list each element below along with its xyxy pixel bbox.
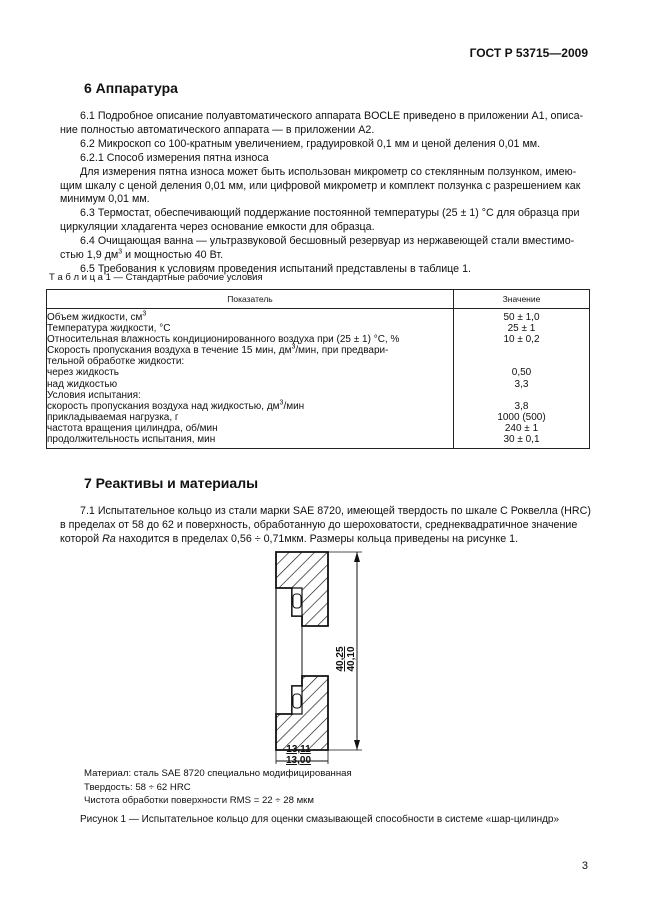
paragraph-6-1-line1: 6.1 Подробное описание полуавтоматического аппарата BOCLE приведено в приложении А1, описа-	[80, 110, 584, 122]
figure-caption: Рисунок 1 — Испытательное кольцо для оценки смазывающей способности в системе «шар-цилиндр»	[80, 814, 560, 825]
figure-hardness: Твердость: 58 ÷ 62 HRC	[84, 781, 191, 793]
paragraph-6-2: 6.2 Микроскоп со 100-кратным увеличением, градуировкой 0,1 мм и ценой деления 0,01 мм.	[80, 137, 541, 150]
table-row: тельной обработке жидкости:	[47, 356, 590, 367]
document-header: ГОСТ Р 53715—2009	[469, 46, 588, 60]
paragraph-6-4-line2: стью 1,9 $дм^3$ и мощностью 40 Вт.	[60, 248, 224, 262]
ring-lower-section	[276, 676, 328, 750]
paragraph-6-2-1b-line3: минимум 0,01 мм.	[60, 193, 150, 206]
dimension-width-min: 13,00	[286, 755, 312, 766]
table-caption: Т а б л и ц а 1 — Стандартные рабочие условия	[49, 272, 263, 283]
table-row: прикладываемая нагрузка, г 1000 (500)	[47, 412, 590, 423]
table-row: частота вращения цилиндра, об/мин 240 ± 1	[47, 423, 590, 434]
page-number: 3	[581, 860, 588, 872]
section-7-body	[60, 505, 590, 547]
column-header-value: Значение	[454, 290, 590, 309]
dimension-width-max: 13,11	[286, 744, 311, 755]
ring-upper-section	[276, 552, 328, 626]
paragraph-6-5: 6.5 Требования к условиям проведения испытаний представлены в таблице 1.	[80, 262, 471, 275]
paragraph-7-1-line3: которой Ra находится в пределах 0,56 ÷ 0,71мкм. Размеры кольца приведены на рисунке 1.	[60, 532, 519, 545]
paragraph-6-2-1b-line2: щим шкалу с ценой деления 0,01 мм, или цифровой микрометр и комплект ползунка с разрешением как	[60, 179, 581, 192]
width-dimension-labels	[286, 744, 311, 766]
dimension-height-min: 40,10	[346, 646, 357, 672]
section-6-heading: 6 Аппаратура	[84, 80, 178, 96]
table-row: над жидкостью 3,3	[47, 379, 590, 390]
table-row: Скорость пропускания воздуха в течение 15 мин, $дм^3$/мин, при предвари-	[47, 345, 590, 356]
table-row: продолжительность испытания, мин 30 ± 0,1	[47, 434, 590, 449]
section-6-body	[60, 110, 590, 277]
height-dimension-labels	[334, 626, 364, 706]
paragraph-7-1-line1: 7.1 Испытательное кольцо из стали марки SAE 8720, имеющей твердость по шкале С Роквелла (HRC)	[80, 505, 591, 517]
paragraph-6-3-line2: циркуляции хладагента через основание емкости для образца.	[60, 221, 375, 234]
table-row: скорость пропускания воздуха над жидкостью, $дм^3$/мин 3,8	[47, 401, 590, 412]
section-7-heading: 7 Реактивы и материалы	[84, 475, 259, 491]
column-header-parameter: Показатель	[47, 290, 454, 309]
paragraph-6-3-line1: 6.3 Термостат, обеспечивающий поддержание постоянной температуры (25 ± 1) °С для образца при	[80, 207, 580, 220]
paragraph-6-2-1b-line1: Для измерения пятна износа может быть использован микрометр со стеклянным ползунком, имею-	[80, 165, 577, 178]
conditions-table	[46, 289, 590, 449]
paragraph-6-2-1: 6.2.1 Способ измерения пятна износа	[80, 151, 269, 164]
table-row: через жидкость 0,50	[47, 367, 590, 378]
paragraph-6-4-line1: 6.4 Очищающая ванна — ультразвуковой бесшовный резервуар из нержавеющей стали вместимо-	[80, 235, 575, 248]
paragraph-7-1-line2: в пределах от 58 до 62 и поверхность, обработанную до шероховатости, среднеквадратичное значение	[60, 518, 578, 531]
table-row: Условия испытания:	[47, 390, 590, 401]
figure-notes	[84, 767, 352, 808]
dimension-height-max: 40,25	[335, 646, 346, 672]
table-row: Температура жидкости, °С 25 ± 1	[47, 323, 590, 334]
figure-finish: Чистота обработки поверхности RMS = 22 ÷ 28 мкм	[84, 795, 314, 806]
table-row: Относительная влажность кондиционированного воздуха при (25 ± 1) °С, % 10 ± 0,2	[47, 334, 590, 345]
figure-material: Материал: сталь SAE 8720 специально модифицированная	[84, 768, 352, 779]
table-row: Объем жидкости, $см^3$ 50 ± 1,0	[47, 309, 590, 324]
paragraph-6-1-line2: ние полностью автоматического аппарата — в приложении А2.	[60, 123, 375, 136]
